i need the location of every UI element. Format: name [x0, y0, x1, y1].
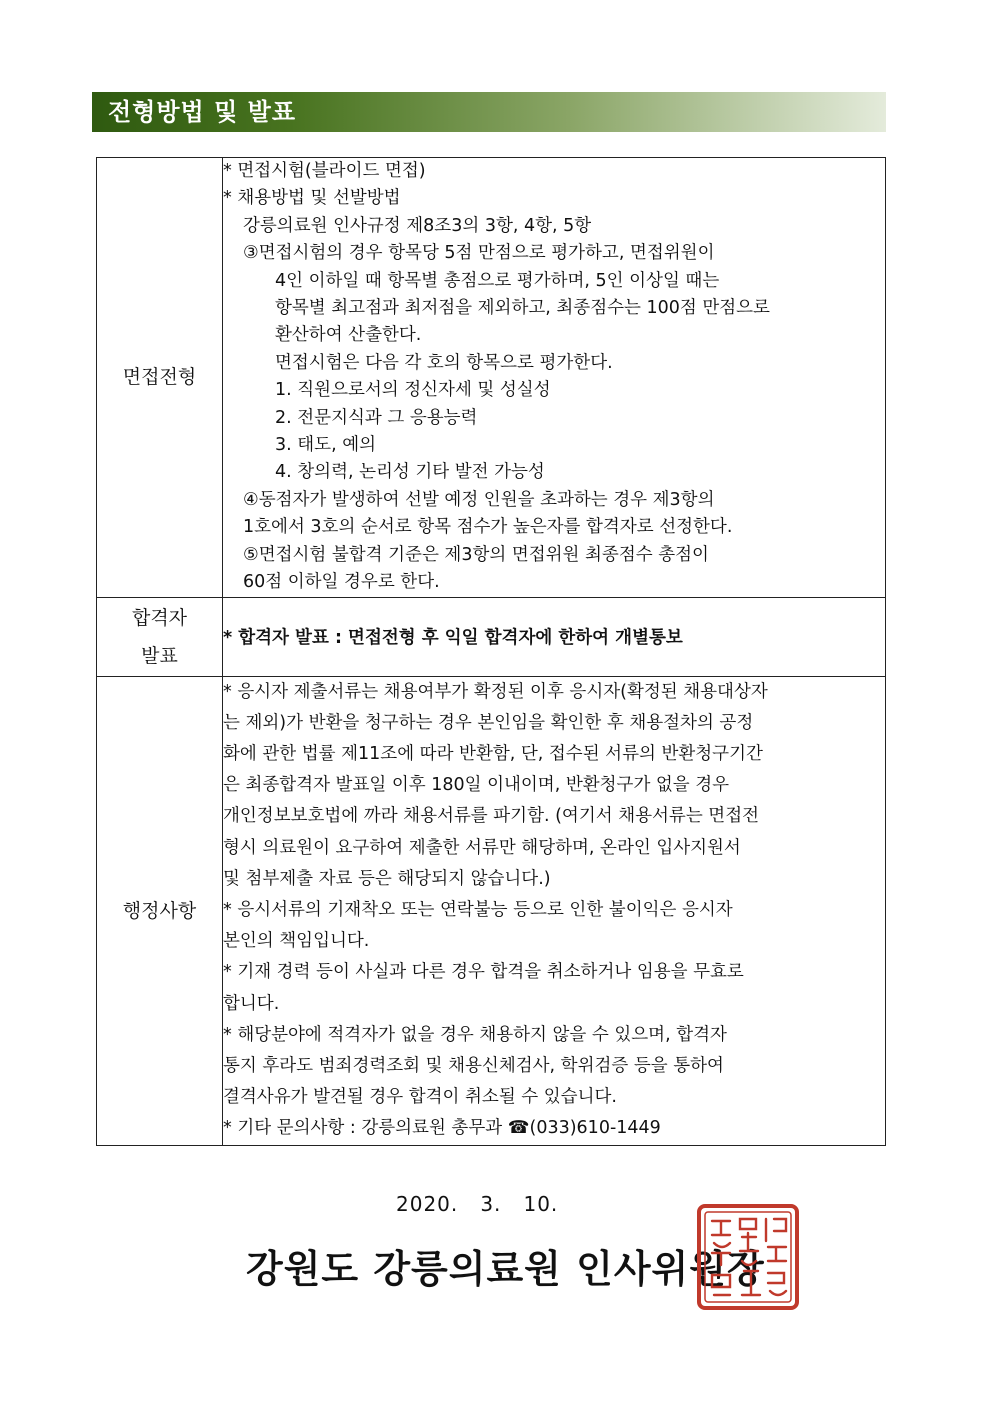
label-line: 발표: [141, 644, 178, 667]
row-interview: [97, 158, 886, 598]
interview-content: [223, 158, 886, 598]
row-label-announcement: [97, 597, 223, 676]
interview-line: 60점 이하일 경우로 한다.: [243, 572, 440, 593]
admin-content: [223, 676, 886, 1145]
interview-line: * 면접시험(블라이드 면접): [223, 161, 426, 181]
admin-line: 본인의 책임입니다.: [223, 931, 370, 952]
admin-line: 개인정보보호법에 까라 채용서류를 파기함. (여기서 채용서류는 면접전: [223, 806, 760, 827]
admin-line: * 응시자 제출서류는 채용여부가 확정된 이후 응시자(확정된 채용대상자: [223, 681, 768, 702]
interview-line: 4. 창의력, 논리성 기타 발전 가능성: [275, 462, 545, 483]
row-announcement: [97, 597, 886, 676]
signer-title: 강원도 강릉의료원 인사위원장: [246, 1247, 765, 1291]
admin-line: * 기타 문의사항 : 강릉의료원 총무과 ☎(033)610-1449: [223, 1118, 661, 1139]
official-seal-icon: [696, 1203, 800, 1311]
admin-line: * 응시서류의 기재착오 또는 연락불능 등으로 인한 불이익은 응시자: [223, 899, 733, 920]
label-line: 행정사항: [122, 899, 197, 922]
interview-line: 4인 이하일 때 항목별 총점으로 평가하며, 5인 이상일 때는: [275, 270, 720, 291]
document-date: 2020. 3. 10.: [396, 1192, 559, 1216]
row-label-interview: [97, 158, 223, 598]
section-title: 전형방법 및 발표: [108, 98, 296, 126]
row-admin: [97, 676, 886, 1145]
interview-line: 환산하여 산출한다.: [275, 325, 422, 346]
interview-line: 1호에서 3호의 순서로 항목 점수가 높은자를 합격자로 선정한다.: [243, 517, 733, 538]
interview-line: 면접시험은 다음 각 호의 항목으로 평가한다.: [275, 352, 613, 373]
label-line: 면접전형: [122, 366, 197, 389]
interview-line: ③면접시험의 경우 항목당 5점 만점으로 평가하고, 면접위원이: [243, 243, 715, 264]
admin-line: * 해당분야에 적격자가 없을 경우 채용하지 않을 수 있으며, 합격자: [223, 1024, 727, 1045]
interview-line: 2. 전문지식과 그 응용능력: [275, 407, 478, 428]
interview-line: 3. 태도, 예의: [275, 435, 377, 456]
label-line: 합격자: [131, 606, 188, 629]
interview-line: ⑤면접시험 불합격 기준은 제3항의 면접위원 최종점수 총점이: [243, 544, 709, 565]
admin-line: * 기재 경력 등이 사실과 다른 경우 합격을 취소하거나 임용을 무효로: [223, 962, 744, 983]
interview-line: 항목별 최고점과 최저점을 제외하고, 최종점수는 100점 만점으로: [275, 298, 770, 319]
interview-line: ④동점자가 발생하여 선발 예정 인원을 초과하는 경우 제3항의: [243, 489, 715, 510]
admin-line: 형시 의료원이 요구하여 제출한 서류만 해당하며, 온라인 입사지원서: [223, 837, 741, 858]
announcement-content: * 합격자 발표 : 면접전형 후 익일 합격자에 한하여 개별통보: [223, 597, 886, 676]
interview-line: * 채용방법 및 선발방법: [223, 188, 401, 209]
admin-line: 결격사유가 발견될 경우 합격이 취소될 수 있습니다.: [223, 1087, 617, 1108]
admin-line: 통지 후라도 범죄경력조회 및 채용신체검사, 학위검증 등을 통하여: [223, 1055, 724, 1076]
admin-line: 및 첨부제출 자료 등은 해당되지 않습니다.): [223, 868, 551, 889]
interview-line: 1. 직원으로서의 정신자세 및 성실성: [275, 380, 551, 401]
interview-line: 강릉의료원 인사규정 제8조3의 3항, 4항, 5항: [243, 215, 592, 236]
admin-line: 화에 관한 법률 제11조에 따라 반환함, 단, 접수된 서류의 반환청구기간: [223, 743, 763, 764]
recruitment-table: [96, 157, 886, 1146]
admin-line: 은 최종합격자 발표일 이후 180일 이내이며, 반환청구가 없을 경우: [223, 775, 730, 796]
section-header: [92, 92, 886, 132]
row-label-admin: [97, 676, 223, 1145]
admin-line: 는 제외)가 반환을 청구하는 경우 본인임을 확인한 후 채용절차의 공정: [223, 712, 754, 733]
admin-line: 합니다.: [223, 993, 280, 1014]
